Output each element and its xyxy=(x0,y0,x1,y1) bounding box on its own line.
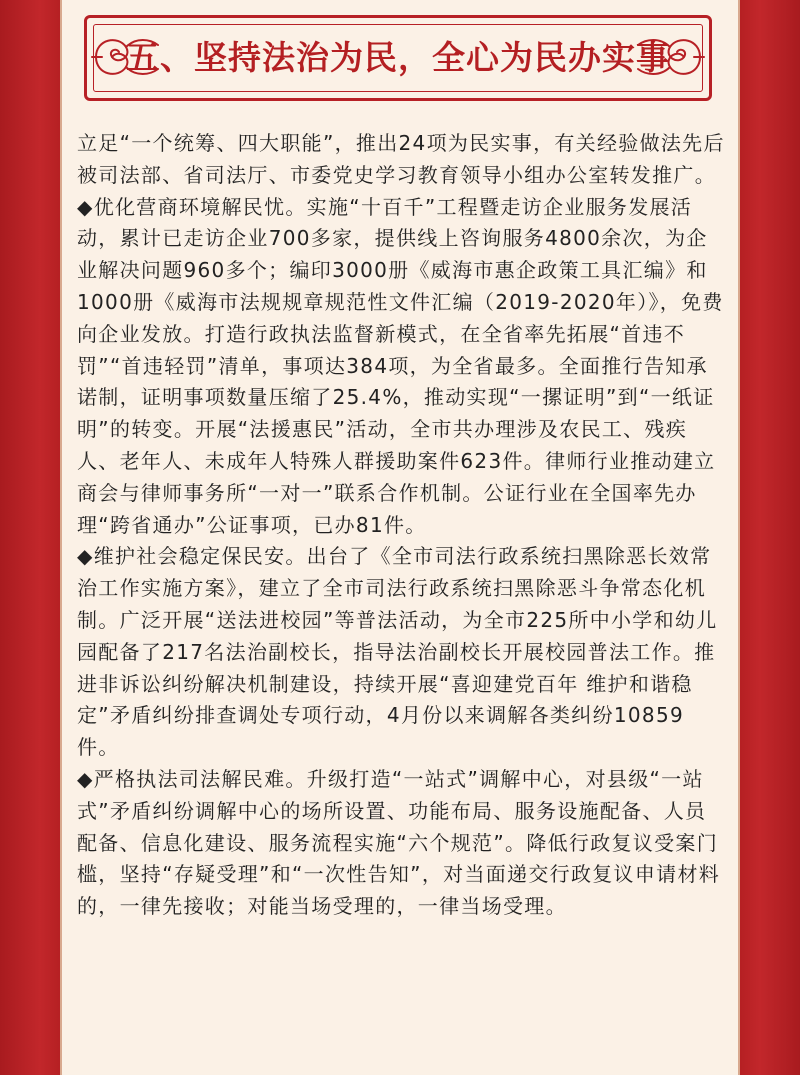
article-body xyxy=(77,128,725,923)
paragraph-text: 立足“一个统筹、四大职能”，推出24项为民实事，有关经验做法先后被司法部、省司法厅、市委党史学习教育领导小组办公室转发推广。 xyxy=(77,131,725,187)
page-title: 五、坚持法治为民，全心为民办实事 xyxy=(126,38,670,77)
bullet-diamond-icon: ◆ xyxy=(77,544,94,569)
paragraph-text: 优化营商环境解民忧。实施“十百千”工程暨走访企业服务发展活动，累计已走访企业700多家，提供线上咨询服务4800余次，为企业解决问题960多个；编印3000册《威海市惠企政策工具汇编》和1000册《威海市法规规章规范性文件汇编（2019-2020年）》，免费向企业发放。打造行政执法监督新模式，在全省率先拓展“首违不罚”“首违轻罚”清单，事项达384项，为全省最多。全面推行告知承诺制，证明事项数量压缩了25.4%，推动实现“一摞证明”到“一纸证明”的转变。开展“法援惠民”活动，全市共办理涉及农民工、残疾人、老年人、未成年人特殊人群援助案件623件。律师行业推动建立商会与律师事务所“一对一”联系合作机制。公证行业在全国率先办理“跨省通办”公证事项，已办81件。 xyxy=(77,194,724,537)
bullet-diamond-icon: ◆ xyxy=(77,766,94,791)
paragraph-text: 严格执法司法解民难。升级打造“一站式”调解中心，对县级“一站式”矛盾纠纷调解中心的场所设置、功能布局、服务设施配备、人员配备、信息化建设、服务流程实施“六个规范”。降低行政复议受案门槛，坚持“存疑受理”和“一次性告知”，对当面递交行政复议申请材料的，一律先接收；对能当场受理的，一律当场受理。 xyxy=(77,766,721,919)
paragraph-social-stability xyxy=(77,541,725,764)
bullet-diamond-icon: ◆ xyxy=(77,194,94,219)
paragraph-business-environment xyxy=(77,192,725,542)
paragraph-law-enforcement xyxy=(77,764,725,923)
paragraph-text: 维护社会稳定保民安。出台了《全市司法行政系统扫黑除恶长效常治工作实施方案》，建立了全市司法行政系统扫黑除恶斗争常态化机制。广泛开展“送法进校园”等普法活动，为全市225所中小学和幼儿园配备了217名法治副校长，指导法治副校长开展校园普法工作。推进非诉讼纠纷解决机制建设，持续开展“喜迎建党百年 维护和谐稳定”矛盾纠纷排查调处专项行动，4月份以来调解各类纠纷10859件。 xyxy=(77,544,718,760)
paragraph-intro xyxy=(77,128,725,192)
